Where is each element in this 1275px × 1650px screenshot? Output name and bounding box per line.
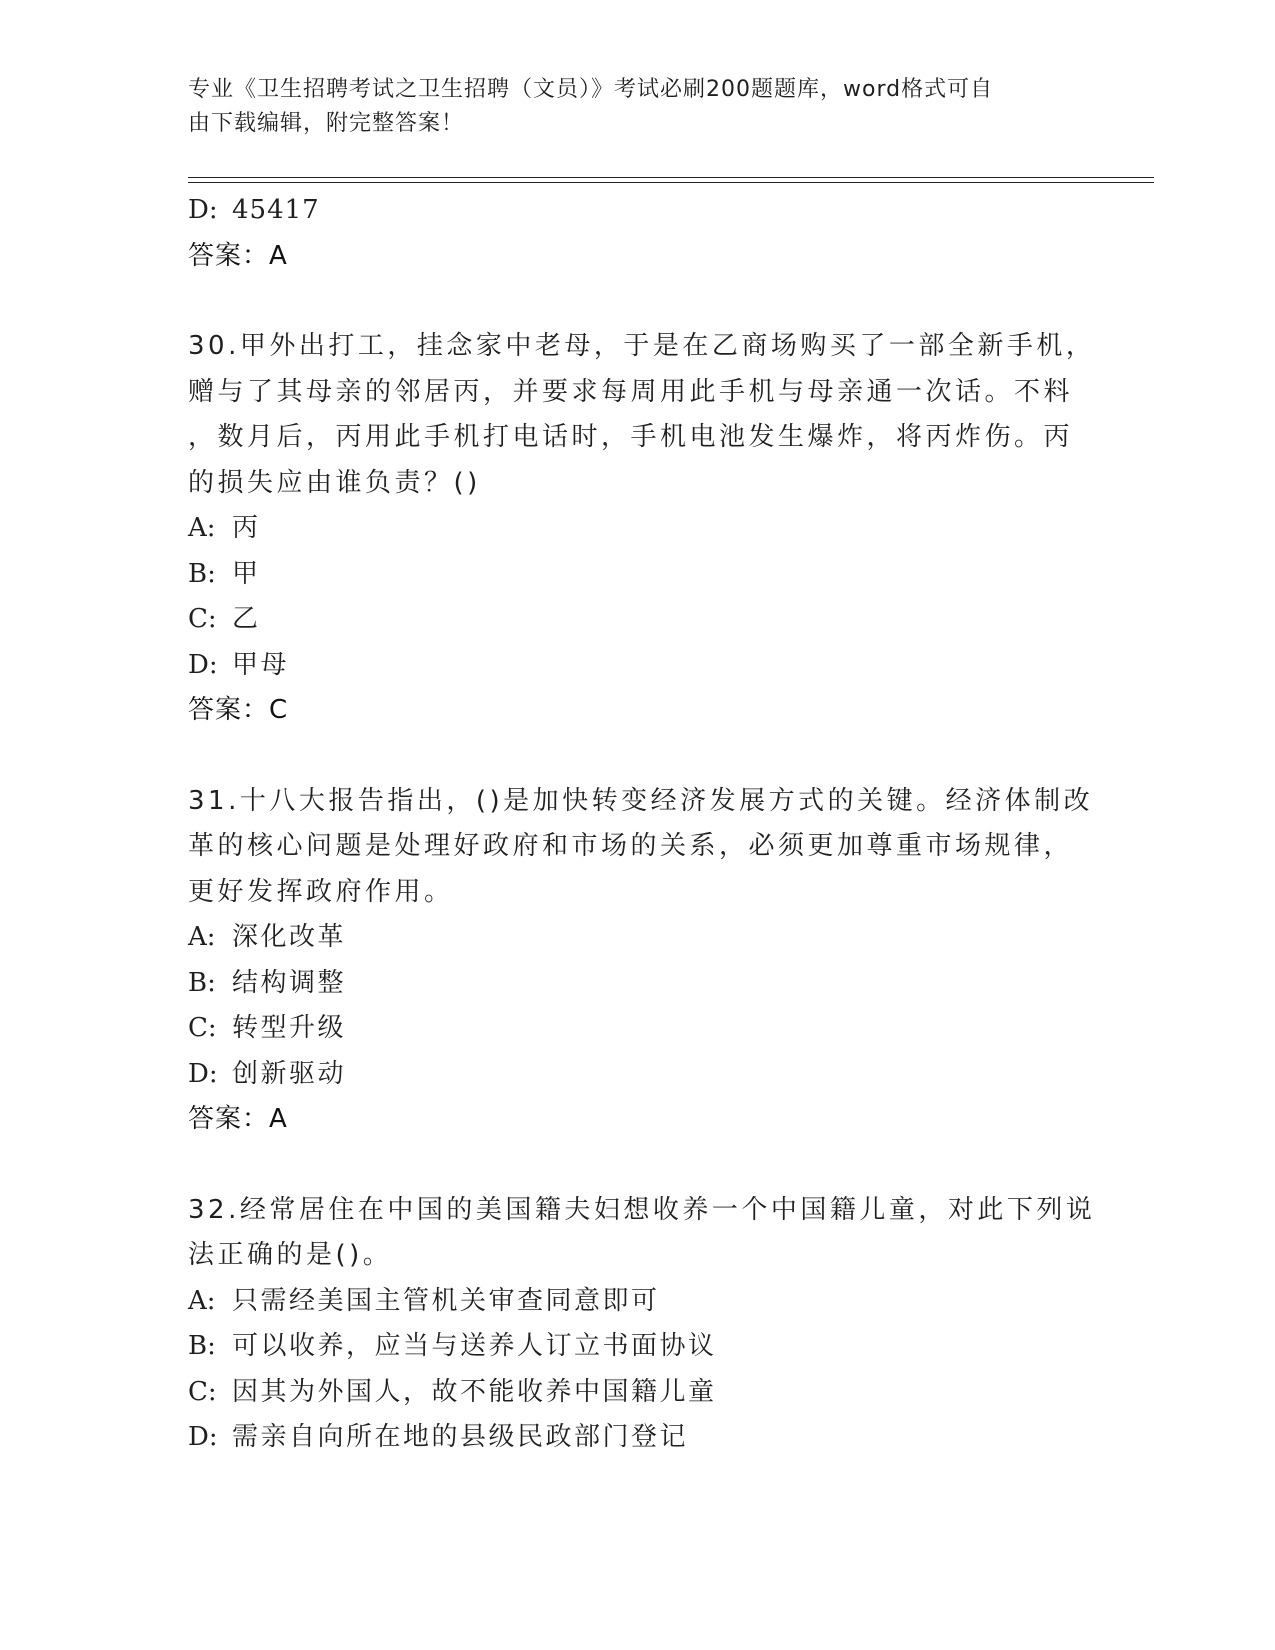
question-text-line: 31.十八大报告指出，()是加快转变经济发展方式的关键。经济体制改: [188, 785, 1094, 816]
option-c: [188, 597, 1088, 643]
option-a: [188, 915, 1088, 961]
option-text: 因其为外国人，故不能收养中国籍儿童: [232, 1376, 717, 1407]
document-body: [188, 188, 1096, 1461]
answer-line: 答案：A: [188, 1104, 288, 1134]
option-label: A:: [188, 922, 216, 952]
option-label: D:: [188, 1058, 218, 1089]
option-c: [188, 1006, 1088, 1052]
header-line-2: 由下载编辑，附完整答案！: [188, 111, 465, 136]
option-label: B:: [188, 1331, 216, 1361]
answer-line: 答案：C: [188, 695, 289, 725]
question-text-line: 赠与了其母亲的邻居丙，并要求每周用此手机与母亲通一次话。不料: [188, 376, 1074, 407]
spacer: [188, 1143, 1088, 1188]
question-text-line: 32.经常居住在中国的美国籍夫妇想收养一个中国籍儿童，对此下列说: [188, 1194, 1096, 1225]
question-text-line: ，数月后，丙用此手机打电话时，手机电池发生爆炸，将丙炸伤。丙: [188, 422, 1074, 452]
header-line-1: 专业《卫生招聘考试之卫生招聘（文员）》考试必刷200题题库，word格式可自: [188, 77, 994, 102]
option-d: [188, 1052, 1088, 1098]
option-text: 甲: [232, 558, 261, 589]
prev-option-d: [188, 188, 1088, 234]
option-b: [188, 961, 1088, 1007]
header-rule-bottom: [188, 182, 1154, 183]
option-label: A:: [188, 1285, 216, 1316]
spacer: [188, 279, 1088, 324]
question-text-line: 法正确的是()。: [188, 1240, 393, 1270]
option-label: B:: [188, 558, 216, 589]
option-c: [188, 1370, 1088, 1416]
spacer: [188, 734, 1088, 779]
option-label: C:: [188, 1013, 217, 1043]
option-label: D:: [188, 1422, 218, 1452]
prev-answer: 答案：A: [188, 240, 288, 271]
question-text-line: 30.甲外出打工，挂念家中老母，于是在乙商场购买了一部全新手机，: [188, 331, 1096, 361]
option-text: 创新驱动: [232, 1058, 347, 1089]
option-label: C:: [188, 1376, 217, 1407]
option-label: B:: [188, 967, 216, 998]
option-a: [188, 1279, 1088, 1325]
option-b: [188, 1324, 1088, 1370]
question-block: [188, 324, 1096, 734]
option-a: [188, 506, 1088, 552]
option-text: 甲母: [232, 649, 290, 680]
question-block: [188, 779, 1094, 1143]
question-block: [188, 1188, 1096, 1461]
question-text-line: 革的核心问题是处理好政府和市场的关系，必须更加尊重市场规律，: [188, 831, 1074, 861]
option-text: 结构调整: [232, 967, 347, 998]
option-text: 可以收养，应当与送养人订立书面协议: [232, 1331, 717, 1361]
document-header: [188, 73, 1068, 141]
option-text: 乙: [232, 604, 261, 634]
question-text-line: 的损失应由谁负责？(): [188, 467, 481, 498]
option-text: 只需经美国主管机关审查同意即可: [232, 1285, 660, 1316]
option-b: [188, 552, 1088, 598]
option-text: 深化改革: [232, 922, 347, 952]
option-text: 需亲自向所在地的县级民政部门登记: [232, 1422, 689, 1452]
question-text-line: 更好发挥政府作用。: [188, 876, 454, 907]
option-label: D:: [188, 649, 218, 680]
option-label: A:: [188, 513, 216, 543]
option-d: [188, 643, 1088, 689]
option-text: 转型升级: [232, 1013, 347, 1043]
header-rule-top: [188, 177, 1154, 178]
option-label: D:: [188, 195, 218, 225]
option-text: 丙: [232, 513, 261, 543]
option-text: 45417: [232, 195, 320, 225]
option-d: [188, 1415, 1088, 1461]
option-label: C:: [188, 604, 217, 634]
